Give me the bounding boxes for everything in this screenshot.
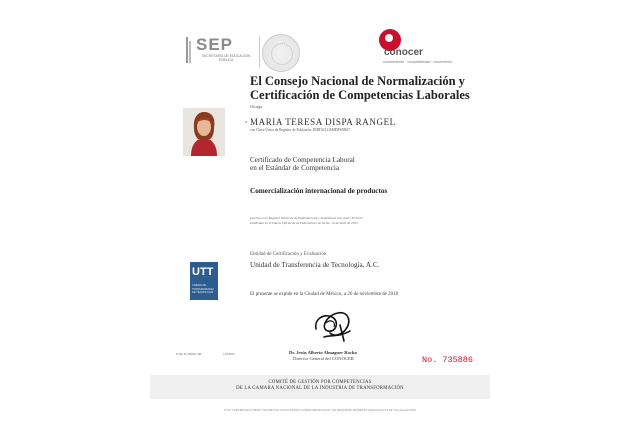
entity-name: Unidad de Transferencia de Tecnología, A.C. [250,261,380,269]
person-photo-icon [183,108,225,156]
signer-title: Director General del CONOCER [293,356,354,361]
title-line-1: El Consejo Nacional de Normalización y [250,74,465,88]
utt-logo [190,262,218,300]
competency-standard: Comercialización internacional de productos [250,187,388,195]
legal-note: ESTE CERTIFICADO TIENE VALIDEZ EN LOS ESTADOS UNIDOS MEXICANOS, NO REQUIERE TRÁMITES ADICIONALES DE LEGALIZACIÓN [224,408,416,412]
header-divider [259,36,260,68]
registry-info [250,216,363,226]
issue-place-date: El presente se expide en la Ciudad de México, a 26 de noviembre de 2018 [250,292,399,297]
national-seal-icon [262,34,300,72]
otorga-label: Otorga [250,104,263,109]
footer-chamber: DE LA CAMARA NACIONAL DE LA INDUSTRIA DE TRANSFORMACIÓN [236,386,404,391]
certificate-number: No. 735886 [422,355,474,365]
certificate-title [250,74,470,102]
sep-bars-icon [186,37,193,63]
cert-line-1: Certificado de Competencia Laboral [250,156,355,164]
utt-subtitle: UNIDAD DE TRANSFERENCIA DE TECNOLOGÍA [192,284,214,294]
conocer-wordmark: conocer [384,47,423,58]
footer-committee: COMITÉ DE GESTIÓN POR COMPETENCIAS [268,380,372,385]
registry-line-1: Inscrito en el Registro Nacional de Estándares de Competencia con clave: EC0217 [250,216,364,220]
sep-logo [196,36,256,62]
folio-code: Folio D-NNKCTR [176,352,202,356]
folio-number: 1235925 [223,352,235,356]
conocer-tagline: conocimiento · competitividad · crecimiento [383,60,452,64]
entity-label: Entidad de Certificación y Evaluación [250,252,327,257]
cert-line-2: en el Estándar de Competencia [250,164,340,172]
sep-subtitle: SECRETARÍA DE EDUCACIÓN PÚBLICA [201,54,251,62]
signer-name: Dr. Jesús Alberto Almaguer Rocha [289,350,357,355]
signature-icon [310,307,358,347]
curp-line: con Clave Única de Registro de Población: DIRT621216MDFSNR07 [250,128,351,132]
sep-wordmark: SEP [196,35,234,54]
registry-line-2: Publicado en el Diario Oficial de la Federación con fecha: 13 de abril de 2015 [250,221,358,225]
holder-photo [183,108,225,156]
holder-name: MARIA TERESA DISPA RANGEL [250,117,396,127]
name-bullet: a· [245,119,249,124]
certificate-type [250,156,355,172]
utt-wordmark: UTT [192,266,214,278]
title-line-2: Certificación de Competencias Laborales [250,88,470,102]
